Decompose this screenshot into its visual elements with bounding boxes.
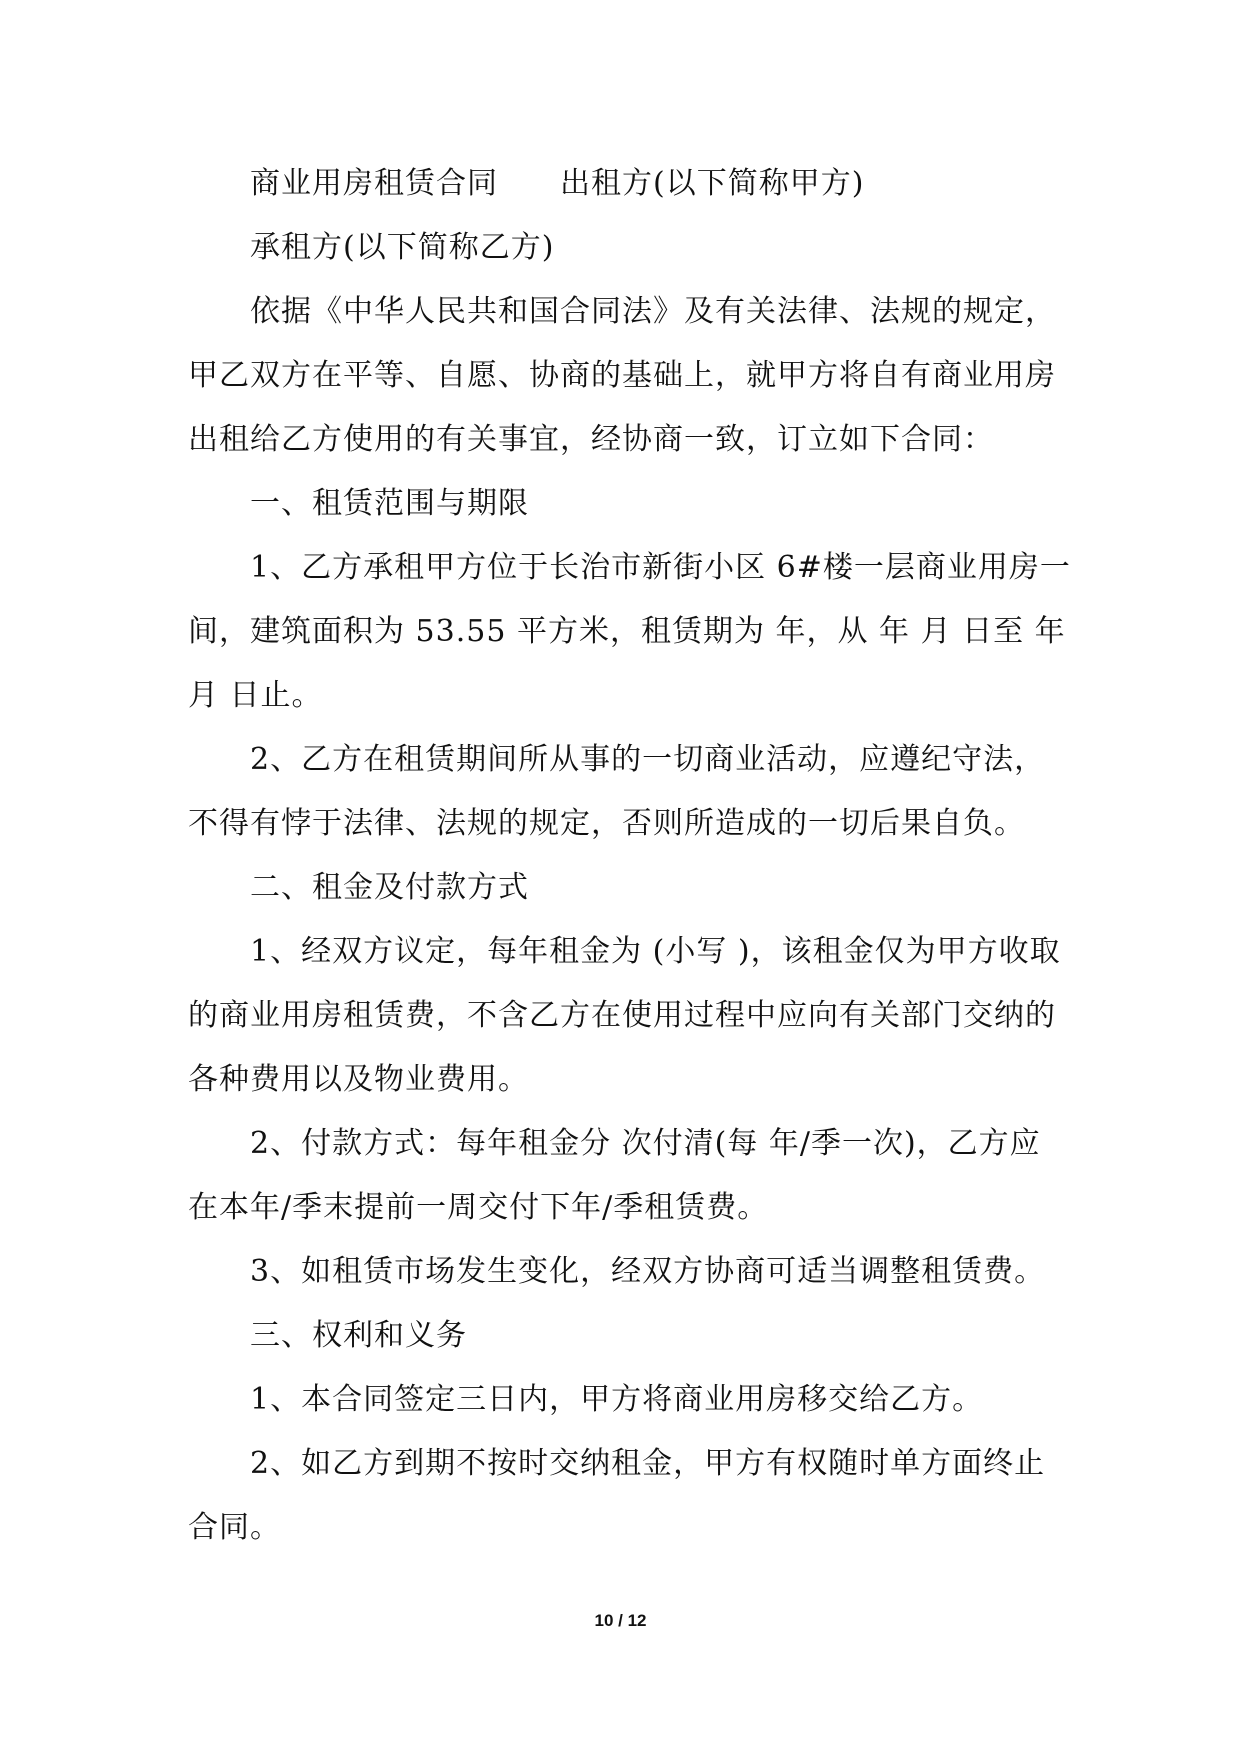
page-number: 10 / 12 [594, 1611, 647, 1630]
paragraph-line: 间，建筑面积为 53.55 平方米，租赁期为 年，从 年 月 日至 年 [188, 614, 1066, 649]
paragraph-line: 2、付款方式：每年租金分 次付清(每 年/季一次)，乙方应 [250, 1126, 1041, 1161]
paragraph-line: 合同。 [188, 1510, 281, 1545]
paragraph-line: 在本年/季末提前一周交付下年/季租赁费。 [188, 1190, 769, 1225]
paragraph-line: 不得有悖于法律、法规的规定，否则所造成的一切后果自负。 [188, 806, 1025, 841]
header-line [188, 152, 1058, 216]
section-heading: 二、租金及付款方式 [250, 870, 529, 905]
paragraph-line: 1、本合同签定三日内，甲方将商业用房移交给乙方。 [250, 1382, 984, 1417]
paragraph-line: 3、如租赁市场发生变化，经双方协商可适当调整租赁费。 [250, 1254, 1046, 1289]
contract-title: 商业用房租赁合同 [250, 166, 498, 201]
paragraph-line: 依据《中华人民共和国合同法》及有关法律、法规的规定， [250, 294, 1056, 329]
paragraph-line: 1、经双方议定，每年租金为 (小写 )，该租金仅为甲方收取 [250, 934, 1061, 969]
section-heading: 三、权利和义务 [250, 1318, 467, 1353]
paragraph-line: 的商业用房租赁费，不含乙方在使用过程中应向有关部门交纳的 [188, 998, 1056, 1033]
contract-body [188, 152, 1071, 1560]
paragraph-line: 2、如乙方到期不按时交纳租金，甲方有权随时单方面终止 [250, 1446, 1046, 1481]
paragraph-line: 出租给乙方使用的有关事宜，经协商一致，订立如下合同： [188, 422, 994, 457]
paragraph-line: 月 日止。 [188, 678, 323, 713]
paragraph-line: 各种费用以及物业费用。 [188, 1062, 529, 1097]
paragraph-line: 2、乙方在租赁期间所从事的一切商业活动，应遵纪守法， [250, 742, 1046, 777]
paragraph-line: 甲乙双方在平等、自愿、协商的基础上，就甲方将自有商业用房 [188, 358, 1056, 393]
section-heading: 一、租赁范围与期限 [250, 486, 529, 521]
paragraph-line: 1、乙方承租甲方位于长治市新街小区 6#楼一层商业用房一 [250, 550, 1071, 585]
lessor-label: 出租方(以下简称甲方) [560, 166, 865, 201]
lessee-label: 承租方(以下简称乙方) [250, 230, 555, 265]
